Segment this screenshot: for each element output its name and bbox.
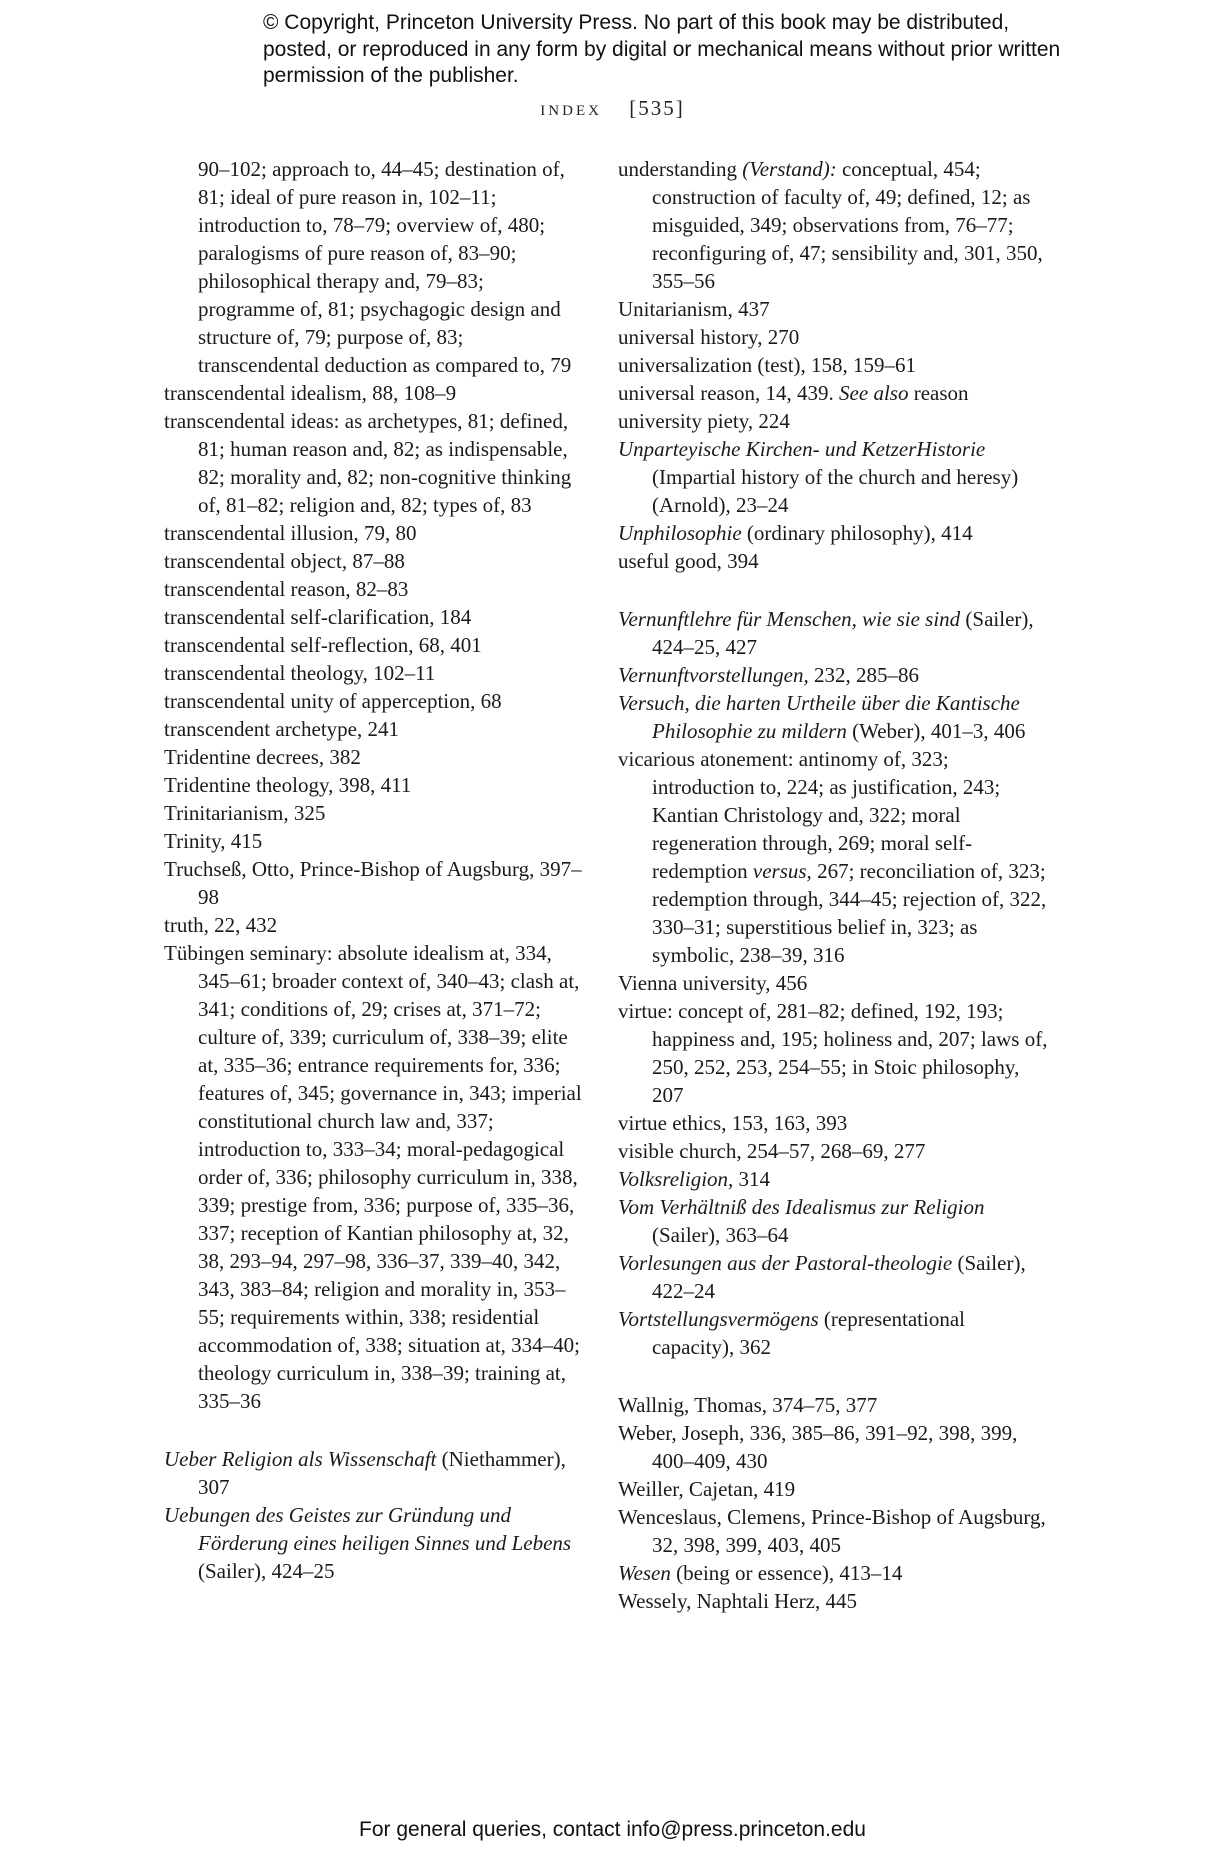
index-entry: universal history, 270 [618,325,800,349]
entry-detail: (Sailer), 424–25 [198,1559,335,1583]
entry-title: Unparteyische Kirchen- und KetzerHistorie [618,437,986,461]
entry-detail: (Weber), 401–3, 406 [846,719,1026,743]
entry-title: Unphilosophie [618,521,742,545]
entry-head: understanding [618,157,743,181]
entry-title: Vom Verhältniß des Idealismus zur Religion [618,1195,985,1219]
entry-title: Vernunftlehre für Menschen, wie sie sind [618,607,961,631]
index-entry: transcendental unity of apperception, 68 [164,689,502,713]
entry-detail: conceptual, 454; construction of faculty of, 49; defined, 12; as misguided, 349; observations from, 76–77; reconfiguring of, 47; sensibility and, 301, 350, 355–56 [652,157,1043,293]
entry-detail: (Sailer), 422–24 [652,1251,1026,1303]
section-title: index [540,95,602,120]
entry-detail: 314 [733,1167,771,1191]
index-entry: transcendental idealism, 88, 108–9 [164,381,457,405]
index-entry [618,379,1048,407]
index-entry: virtue ethics, 153, 163, 393 [618,1111,848,1135]
page-number: [535] [629,96,685,120]
letter-group-gap [618,1361,1048,1391]
entry-title: Versuch, die harten Urtheile über die Kantische Philosophie zu mildern [618,691,1020,743]
index-entry: transcendental reason, 82–83 [164,577,409,601]
index-column-right [618,155,1048,1615]
entry-gloss: versus, [752,859,812,883]
index-column-left [164,155,584,1585]
entry-title: Ueber Religion als Wissenschaft [164,1447,437,1471]
entry-detail: (representational capacity), 362 [652,1307,965,1359]
index-entry [618,605,1048,661]
index-entry [164,1501,584,1585]
copyright-notice: © Copyright, Princeton University Press. No part of this book may be distributed, posted, or reproduced in any form by digital or mechanical means without prior written permission of the publisher. [263,11,1061,87]
index-entry: Tridentine theology, 398, 411 [164,773,412,797]
entry-head: universal reason, 14, 439. [618,381,840,405]
index-entry: transcendental illusion, 79, 80 [164,521,417,545]
entry-detail: (Sailer), 363–64 [652,1223,789,1247]
index-entry: transcendental ideas: as archetypes, 81; defined, 81; human reason and, 82; as indispensable, 82; morality and, 82; non-cognitive thinking of, 81–82; religion and, 82; types of, 83 [164,409,572,517]
entry-detail: (Sailer), 424–25, 427 [652,607,1034,659]
index-entry [618,1165,1048,1193]
index-entry: Tridentine decrees, 382 [164,745,361,769]
index-entry: virtue: concept of, 281–82; defined, 192, 193; happiness and, 195; holiness and, 207; laws of, 250, 252, 253, 254–55; in Stoic philosophy, 207 [618,999,1048,1107]
index-entry [618,1249,1048,1305]
index-entry: transcendental theology, 102–11 [164,661,436,685]
entry-title: Vortstellungsvermögens [618,1307,819,1331]
entry-detail: 267; reconciliation of, 323; redemption through, 344–45; rejection of, 322, 330–31; superstitious belief in, 323; as symbolic, 238–39, 316 [652,859,1047,967]
entry-detail: (Impartial history of the church and heresy) (Arnold), 23–24 [652,465,1019,517]
index-entry: transcendental object, 87–88 [164,549,405,573]
index-entry [618,1559,1048,1587]
index-entry [618,661,1048,689]
index-entry: Unitarianism, 437 [618,297,770,321]
index-entry: Wenceslaus, Clemens, Prince-Bishop of Augsburg, 32, 398, 399, 403, 405 [618,1505,1046,1557]
index-entry: Vienna university, 456 [618,971,808,995]
letter-group-gap [618,575,1048,605]
index-entry [618,155,1048,295]
index-entry: Trinitarianism, 325 [164,801,326,825]
index-entry [618,1305,1048,1361]
index-entry: university piety, 224 [618,409,790,433]
index-entry [618,1193,1048,1249]
index-entry: Weiller, Cajetan, 419 [618,1477,796,1501]
index-entry [618,689,1048,745]
index-entry: useful good, 394 [618,549,759,573]
index-entry: transcendent archetype, 241 [164,717,399,741]
entry-title: Vernunftvorstellungen, [618,663,809,687]
index-entry: transcendental self-reflection, 68, 401 [164,633,482,657]
index-entry: visible church, 254–57, 268–69, 277 [618,1139,926,1163]
running-head [0,95,1225,121]
entry-detail: 232, 285–86 [808,663,919,687]
footer-contact: For general queries, contact info@press.princeton.edu [359,1818,866,1841]
index-entry-continuation: 90–102; approach to, 44–45; destination of, 81; ideal of pure reason in, 102–11; introduction to, 78–79; overview of, 480; paralogisms of pure reason of, 83–90; philosophical therapy and, 79–83; programme of, 81; psychagogic design and structure of, 79; purpose of, 83; transcendental deduction as compared to, 79 [198,157,572,377]
entry-detail: (ordinary philosophy), 414 [741,521,973,545]
entry-detail: reason [908,381,969,405]
index-entry: Wessely, Naphtali Herz, 445 [618,1589,857,1613]
index-entry: transcendental self-clarification, 184 [164,605,472,629]
index-entry: Tübingen seminary: absolute idealism at, 334, 345–61; broader context of, 340–43; clash at, 341; conditions of, 29; crises at, 371–72; culture of, 339; curriculum of, 338–39; elite at, 335–36; entrance requirements for, 336; features of, 345; governance in, 343; imperial constitutional church law and, 337; introduction to, 333–34; moral-pedagogical order of, 336; philosophy curriculum in, 338, 339; prestige from, 336; purpose of, 335–36, 337; reception of Kantian philosophy at, 32, 38, 293–94, 297–98, 336–37, 339–40, 342, 343, 383–84; religion and morality in, 353–55; requirements within, 338; residential accommodation of, 338; situation at, 334–40; theology curriculum in, 338–39; training at, 335–36 [164,941,582,1413]
index-entry: Wallnig, Thomas, 374–75, 377 [618,1393,878,1417]
entry-head: vicarious atonement: antinomy of, 323; introduction to, 224; as justification, 243; Kantian Christology and, 322; moral regeneration through, 269; moral self-redemption [618,747,1001,883]
index-entry: Trinity, 415 [164,829,263,853]
entry-detail: (Niethammer), 307 [198,1447,566,1499]
entry-see-also: See also [839,381,909,405]
entry-gloss: (Verstand): [742,157,837,181]
index-entry [618,435,1048,519]
index-entry [618,519,1048,547]
entry-title: Vorlesungen aus der Pastoral-theologie [618,1251,953,1275]
index-entry: universalization (test), 158, 159–61 [618,353,917,377]
letter-group-gap [164,1415,584,1445]
index-entry [164,1445,584,1501]
entry-title: Volksreligion, [618,1167,734,1191]
index-entry: Truchseß, Otto, Prince-Bishop of Augsburg, 397–98 [164,857,582,909]
index-entry [618,745,1048,969]
entry-title: Uebungen des Geistes zur Gründung und Förderung eines heiligen Sinnes und Lebens [164,1503,572,1555]
entry-title: Wesen [618,1561,671,1585]
index-entry: truth, 22, 432 [164,913,278,937]
entry-detail: (being or essence), 413–14 [670,1561,903,1585]
index-entry: Weber, Joseph, 336, 385–86, 391–92, 398, 399, 400–409, 430 [618,1421,1018,1473]
